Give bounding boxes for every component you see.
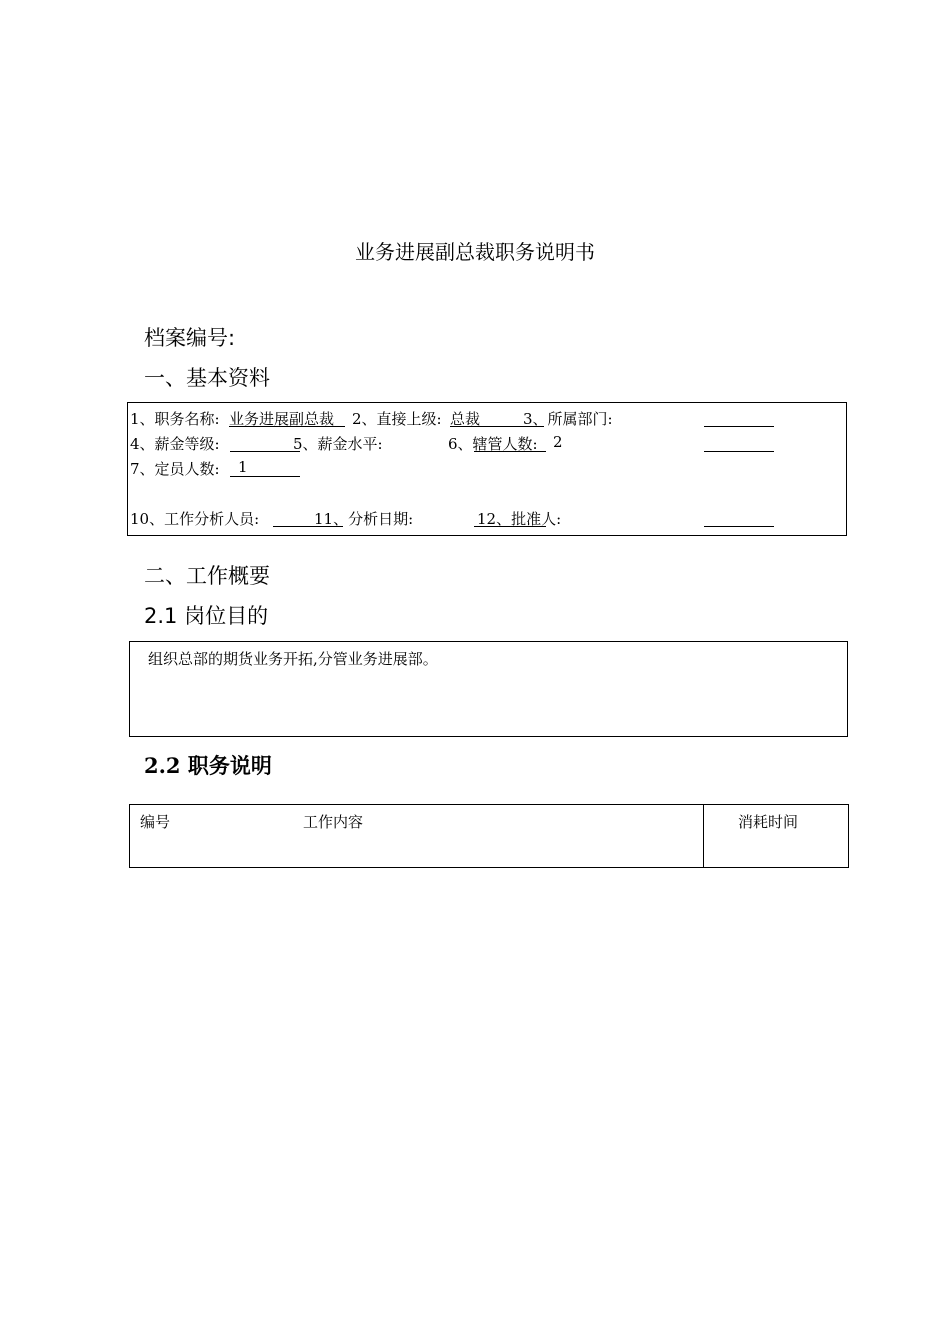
job-title-label: 1、职务名称: — [130, 410, 220, 428]
headcount-underline — [230, 476, 300, 477]
file-number-label: 档案编号: — [144, 326, 236, 350]
approver-field[interactable] — [704, 526, 774, 527]
duties-col-number: 编号 — [140, 813, 171, 831]
salary-level-label: 5、薪金水平: — [293, 435, 383, 453]
salary-grade-field[interactable] — [230, 451, 300, 452]
subordinates-underline — [474, 451, 546, 452]
section-purpose-heading: 2.1 岗位目的 — [144, 604, 269, 628]
job-title-underline — [229, 426, 345, 427]
department-label: 3、所属部门: — [523, 410, 613, 428]
duties-col-time: 消耗时间 — [738, 813, 799, 831]
approver-underline — [474, 526, 546, 527]
salary-grade-label: 4、薪金等级: — [130, 435, 220, 453]
headcount-value[interactable]: 1 — [238, 458, 248, 476]
supervisor-value[interactable]: 总裁 — [450, 410, 481, 428]
purpose-text: 组织总部的期货业务开拓,分管业务进展部。 — [148, 650, 438, 668]
analyst-label: 10、工作分析人员: — [130, 510, 260, 528]
section-work-summary-heading: 二、工作概要 — [144, 564, 270, 588]
section-duties-heading: 2.2 职务说明 — [144, 753, 272, 778]
section-basic-info-heading: 一、基本资料 — [144, 366, 270, 390]
department-field[interactable] — [704, 426, 774, 427]
headcount-label: 7、定员人数: — [130, 460, 220, 478]
duties-col-content: 工作内容 — [303, 813, 364, 831]
duties-table-divider — [703, 804, 704, 868]
supervisor-label: 2、直接上级: — [352, 410, 442, 428]
approver-label: 12、批准人: — [477, 510, 562, 528]
page-title: 业务进展副总裁职务说明书 — [355, 240, 595, 264]
extra-field-row2[interactable] — [704, 451, 774, 452]
analysis-date-label: 11、分析日期: — [314, 510, 414, 528]
subordinates-label: 6、辖管人数: — [448, 435, 538, 453]
subordinates-value[interactable]: 2 — [553, 433, 563, 451]
job-title-value[interactable]: 业务进展副总裁 — [229, 410, 335, 428]
